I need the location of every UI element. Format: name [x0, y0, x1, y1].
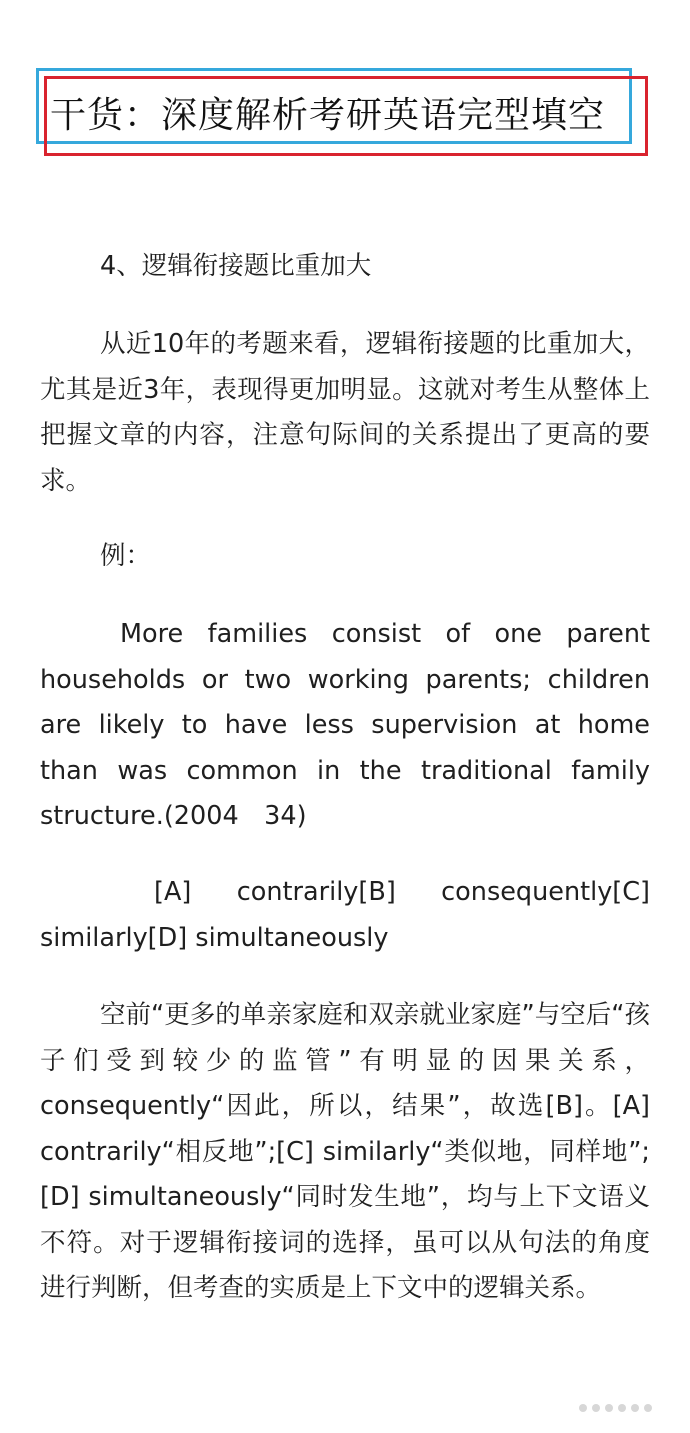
analysis-paragraph: 空前“更多的单亲家庭和双亲就业家庭”与空后“孩子们受到较少的监管”有明显的因果关系，consequently“因此，所以，结果”，故选[B]。[A] contrarily“相反地”;[C] similarly“类似地，同样地”;[D] simultaneously“同时发生地”，均与上下文语义不符。对于逻辑衔接词的选择，虽可以从句法的角度进行判断，但考查的实质是上下文中的逻辑关系。	[40, 1000, 650, 1303]
watermark-dot	[631, 1404, 639, 1412]
watermark-dot	[579, 1404, 587, 1412]
watermark-dot	[592, 1404, 600, 1412]
watermark-dot	[644, 1404, 652, 1412]
watermark-dot	[605, 1404, 613, 1412]
section-heading-text: 4、逻辑衔接题比重加大	[100, 251, 372, 281]
watermark-dot	[618, 1404, 626, 1412]
example-sentence: More families consist of one parent households or two working parents; children are likely to have less supervision at home than was common in the traditional family structure.(2004 34)	[40, 619, 650, 831]
section-heading	[40, 244, 650, 290]
page-title: 干货：深度解析考研英语完型填空	[50, 95, 606, 136]
watermark-dots	[579, 1404, 652, 1412]
example-options: [A] contrarily[B] consequently[C] similarly[D] simultaneously	[40, 877, 650, 953]
example-label: 例：	[100, 541, 152, 571]
intro-paragraph: 从近10年的考题来看，逻辑衔接题的比重加大，尤其是近3年，表现得更加明显。这就对考生从整体上把握文章的内容，注意句际间的关系提出了更高的要求。	[40, 329, 650, 496]
